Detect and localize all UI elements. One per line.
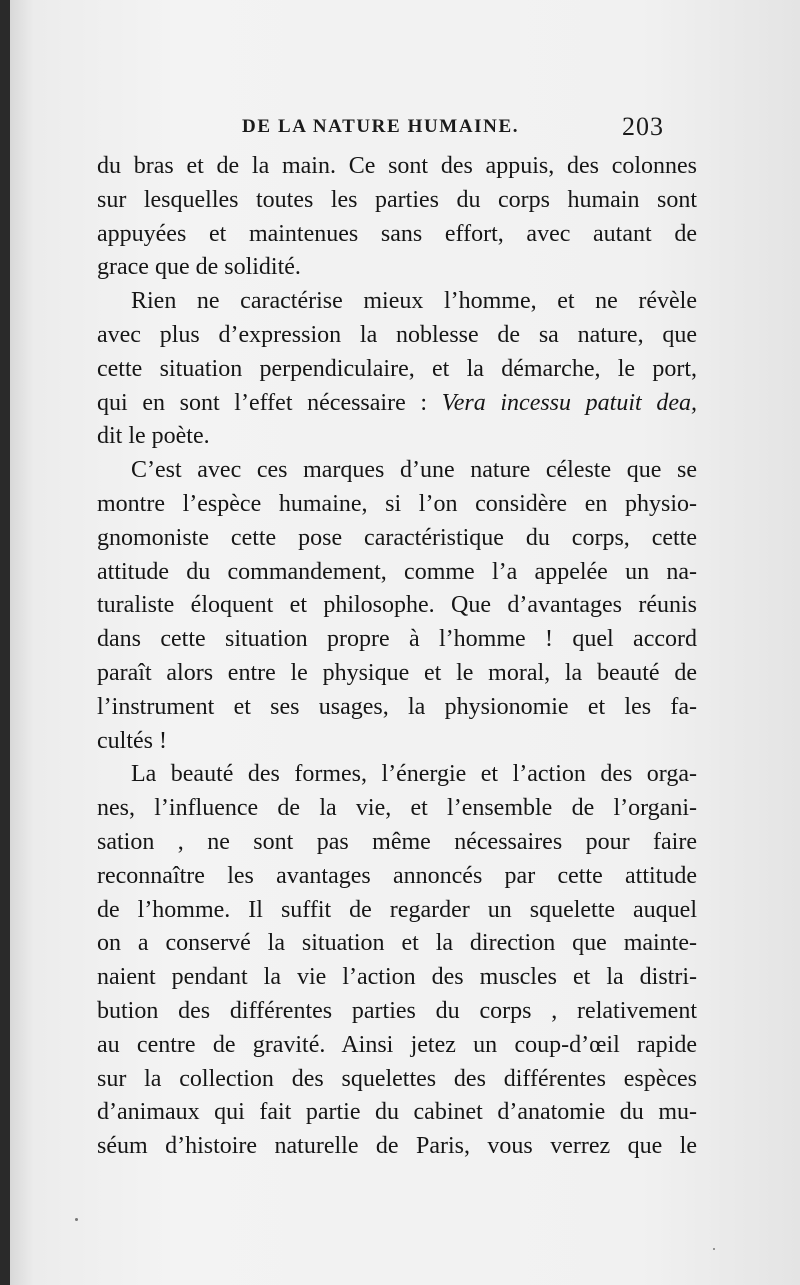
text-line: avec plus d’expression la noblesse de sa nature, que [97,321,697,348]
text-line: dans cette situation propre à l’homme ! quel accord [97,626,697,653]
text-line: gnomoniste cette pose caractéristique du corps, cette [97,524,697,551]
text-line: paraît alors entre le physique et le moral, la beauté de [97,659,697,686]
text-line: d’animaux qui fait partie du cabinet d’anatomie du mu- [97,1099,697,1126]
text-line: La beauté des formes, l’énergie et l’action des orga- [131,761,697,788]
page-header [10,112,800,148]
paper-speck [75,1218,78,1221]
text-line: appuyées et maintenues sans effort, avec autant de [97,220,697,247]
text-line: montre l’espèce humaine, si l’on considère en physio- [97,490,697,517]
text-line: nes, l’influence de la vie, et l’ensemble de l’organi- [97,795,697,822]
text-line: cultés ! [97,727,167,754]
running-head: DE LA NATURE HUMAINE. [242,116,520,137]
text-line: reconnaître les avantages annoncés par cette attitude [97,862,697,889]
text-line: du bras et de la main. Ce sont des appuis, des colonnes [97,153,697,179]
text-line: turaliste éloquent et philosophe. Que d’avantages réunis [97,592,697,619]
text-line: séum d’histoire naturelle de Paris, vous verrez que le [97,1133,697,1160]
text-line: sur lesquelles toutes les parties du corps humain sont [97,186,697,213]
body-text [97,150,697,1164]
text-line: qui en sont l’effet nécessaire : [97,389,442,416]
book-page [10,0,800,1285]
text-line: au centre de gravité. Ainsi jetez un coup-d’œil rapide [97,1031,697,1058]
text-line: Rien ne caractérise mieux l’homme, et ne révèle [131,288,697,315]
text-line: on a conservé la situation et la direction que mainte- [97,930,697,957]
text-line: de l’homme. Il suffit de regarder un squelette auquel [97,896,697,923]
page-number: 203 [622,112,664,141]
paper-speck [713,1248,715,1250]
text-line: l’instrument et ses usages, la physionomie et les fa- [97,693,697,720]
text-line: sation , ne sont pas même nécessaires pour faire [97,828,697,855]
text-line: sur la collection des squelettes des différentes espèces [97,1065,697,1092]
text-line: dit le poète. [97,423,210,450]
text-line: cette situation perpendiculaire, et la démarche, le port, [97,355,697,382]
text-line: C’est avec ces marques d’une nature céleste que se [131,457,697,484]
text-line: bution des différentes parties du corps , relativement [97,997,697,1024]
text-line: naient pendant la vie l’action des muscles et la distri- [97,964,697,991]
text-line: grace que de solidité. [97,254,301,281]
text-line-with-quote [97,387,697,421]
latin-quote: Vera incessu patuit dea, [441,389,697,416]
text-line: attitude du commandement, comme l’a appelée un na- [97,558,697,585]
